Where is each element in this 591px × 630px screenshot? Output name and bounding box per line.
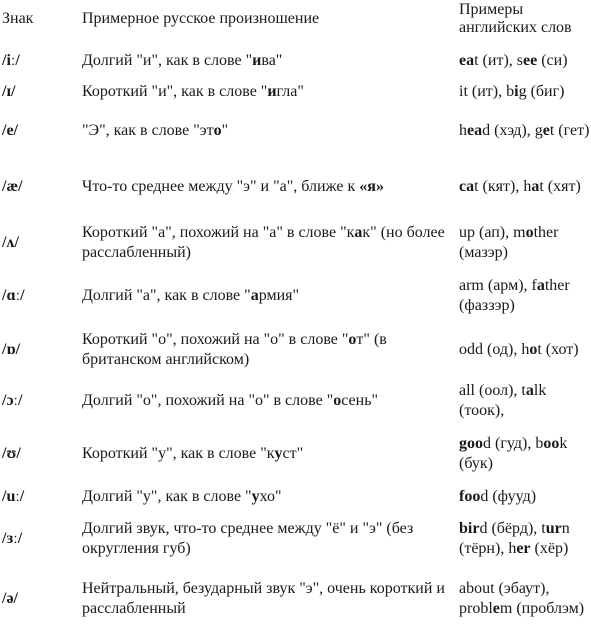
text-fragment: Долгий "у", как в слове " [82, 487, 252, 505]
table-row [0, 270, 591, 322]
bold-fragment: и [267, 83, 277, 100]
pronunciation-text [82, 286, 299, 306]
text-fragment: t (хот) [537, 340, 579, 358]
bold-fragment: а [250, 287, 259, 304]
pronunciation-text [82, 51, 282, 71]
bold-fragment: a [525, 382, 534, 399]
phoneme-symbol-text: /ɜː/ [2, 530, 23, 547]
phoneme-symbol-text: /ʊ/ [2, 445, 21, 462]
phoneme-symbol-text: /ɑː/ [2, 287, 25, 304]
text-fragment: рмия" [258, 287, 300, 304]
pronunciation-text [82, 519, 452, 559]
bold-fragment: goo [459, 435, 483, 452]
bold-fragment: о [213, 122, 222, 139]
table-row [0, 81, 591, 103]
pronunciation-text [82, 177, 384, 197]
table-row [0, 568, 591, 630]
text-fragment: Короткий "у", как в слове "к [82, 445, 275, 462]
phoneme-symbol-text: /ə/ [2, 590, 18, 607]
text-fragment: Короткий "а", похожий на "а" в слове "к [82, 223, 355, 241]
header-examples-text: Примеры английских слов [459, 1, 572, 36]
phoneme-symbol-text: /ɔː/ [2, 392, 23, 409]
table-row [0, 103, 591, 159]
pronunciation-description [82, 215, 452, 270]
bold-fragment: e [542, 122, 550, 139]
example-words [459, 81, 591, 103]
pronunciation-description [82, 40, 452, 81]
text-fragment: d (гуд), b [483, 435, 544, 452]
text-fragment: up (ап), m [459, 223, 526, 241]
bold-fragment: ur [545, 520, 562, 537]
text-fragment: odd (од), h [459, 340, 530, 358]
table-row [0, 377, 591, 425]
text-fragment: сень" [341, 392, 379, 409]
example-words-text [459, 381, 591, 421]
bold-fragment: ea [459, 51, 475, 69]
pronunciation-text [82, 121, 228, 141]
bold-fragment: bir [459, 520, 480, 537]
pronunciation-text [82, 579, 452, 619]
pronunciation-text [82, 487, 282, 507]
pronunciation-description [82, 81, 452, 103]
example-words [459, 377, 591, 425]
bold-fragment: и [252, 51, 262, 69]
text-fragment: it (ит), b [459, 83, 515, 100]
example-words-text [459, 121, 589, 141]
table-row [0, 322, 591, 377]
bold-fragment: ca [459, 178, 475, 195]
text-fragment: " [221, 122, 229, 139]
phoneme-symbol [2, 270, 76, 322]
text-fragment: arm (арм), f [459, 277, 537, 294]
text-fragment: (хёр) [530, 540, 569, 557]
pronunciation-description [82, 568, 452, 630]
table-row [0, 425, 591, 483]
table-header-row [0, 0, 591, 38]
phoneme-symbol [2, 377, 76, 425]
pronunciation-text [82, 223, 452, 263]
bold-fragment: ea [467, 122, 483, 139]
bold-fragment: o [529, 340, 538, 358]
example-words-text [459, 340, 579, 360]
text-fragment: (си) [537, 51, 568, 69]
text-fragment: n (тёрн), h [459, 520, 570, 557]
pronunciation-description [82, 483, 452, 510]
table-row [0, 40, 591, 81]
bold-fragment: у [251, 487, 260, 505]
example-words-text [459, 434, 591, 474]
text-fragment: Что-то среднее между "э" и "а", ближе к [82, 178, 360, 195]
text-fragment: t (гет) [549, 122, 590, 139]
phoneme-symbol [2, 425, 76, 483]
text-fragment: ther (мазэр) [459, 223, 559, 261]
text-fragment: гла" [276, 83, 304, 100]
phoneme-symbol-text: /iː/ [2, 51, 20, 69]
header-pronunciation-text: Примерное русское произношение [82, 10, 320, 27]
example-words [459, 215, 591, 270]
bold-fragment: у [274, 445, 283, 462]
example-words [459, 483, 591, 510]
text-fragment: Долгий "о", похожий на "о" в слове " [82, 392, 334, 409]
phoneme-symbol [2, 510, 76, 568]
phoneme-symbol-text: /uː/ [2, 487, 25, 505]
text-fragment: k (бук) [459, 435, 568, 472]
example-words-text [459, 82, 564, 102]
bold-fragment: а [354, 223, 363, 241]
text-fragment: m (проблэм) [499, 600, 585, 617]
example-words-text [459, 177, 581, 197]
table-row [0, 483, 591, 510]
phoneme-symbol [2, 215, 76, 270]
text-fragment: Нейтральный, безударный звук "э", очень короткий и расслабленный [82, 580, 445, 617]
phoneme-symbol-text: /æ/ [2, 178, 23, 195]
pronunciation-description [82, 322, 452, 377]
header-symbol-text: Знак [2, 10, 34, 27]
text-fragment: d (хэд), g [482, 122, 543, 139]
bold-fragment: i [514, 83, 519, 100]
bold-fragment: о [333, 392, 342, 409]
table-row [0, 215, 591, 270]
bold-fragment: o [525, 223, 534, 241]
bold-fragment: ee [523, 51, 538, 69]
example-words-text [459, 223, 591, 263]
phoneme-symbol-text: /e/ [2, 122, 18, 139]
text-fragment: к" (но более расслабленный) [82, 223, 445, 261]
example-words [459, 40, 591, 81]
example-words-text [459, 276, 591, 316]
pronunciation-text [82, 391, 378, 411]
text-fragment: h [459, 122, 467, 139]
phoneme-symbol [2, 322, 76, 377]
header-symbol [2, 0, 76, 38]
phoneme-symbol-text: /ɒ/ [2, 340, 21, 358]
example-words [459, 103, 591, 159]
text-fragment: ther (фаззэр) [459, 277, 570, 314]
example-words-text [459, 51, 568, 71]
bold-fragment: о [348, 330, 357, 348]
pronunciation-text [82, 330, 452, 370]
text-fragment: t (ит), s [474, 51, 523, 69]
header-examples [459, 0, 591, 38]
phoneme-symbol [2, 40, 76, 81]
text-fragment: Долгий звук, что-то среднее между "ё" и "э" (без округления губ) [82, 520, 414, 557]
phoneme-symbol [2, 103, 76, 159]
pronunciation-description [82, 510, 452, 568]
example-words [459, 510, 591, 568]
phoneme-symbol-text: /ɪ/ [2, 83, 16, 100]
bold-fragment: a [536, 277, 545, 294]
pronunciation-description [82, 103, 452, 159]
phoneme-symbol [2, 483, 76, 510]
example-words-text [459, 579, 591, 619]
text-fragment: Долгий "и", как в слове " [82, 51, 253, 69]
phoneme-symbol [2, 568, 76, 630]
text-fragment: about (эбаут), probl [459, 580, 550, 617]
pronunciation-text [82, 82, 304, 102]
text-fragment: g (биг) [518, 83, 565, 100]
phoneme-symbol [2, 159, 76, 215]
pronunciation-description [82, 425, 452, 483]
header-pronunciation [82, 0, 452, 38]
bold-fragment: oo [543, 435, 560, 452]
phoneme-symbol-text: /ʌ/ [2, 233, 19, 251]
example-words [459, 425, 591, 483]
table-row [0, 510, 591, 568]
text-fragment: lk (тоок), [459, 382, 547, 419]
bold-fragment: a [531, 178, 540, 195]
text-fragment: d (фууд) [480, 487, 537, 505]
table-row [0, 159, 591, 215]
text-fragment: Короткий "о", похожий на "о" в слове " [82, 330, 349, 348]
pronunciation-description [82, 270, 452, 322]
example-words [459, 270, 591, 322]
bold-fragment: e [492, 600, 500, 617]
example-words [459, 568, 591, 630]
text-fragment: all (оол), t [459, 382, 526, 399]
example-words-text [459, 487, 536, 507]
bold-fragment: er [516, 540, 531, 557]
text-fragment: ст" [282, 445, 304, 462]
phoneme-symbol [2, 81, 76, 103]
example-words [459, 159, 591, 215]
text-fragment: т" (в британском английском) [82, 330, 387, 368]
pronunciation-text [82, 444, 303, 464]
text-fragment: хо" [259, 487, 282, 505]
text-fragment: t (хят) [539, 178, 581, 195]
text-fragment: ва" [261, 51, 283, 69]
text-fragment: "Э", как в слове "эт [82, 122, 214, 139]
text-fragment: Короткий "и", как в слове " [82, 83, 268, 100]
text-fragment: d (бёрд), t [479, 520, 546, 537]
text-fragment: Долгий "а", как в слове " [82, 287, 251, 304]
pronunciation-description [82, 377, 452, 425]
text-fragment: t (кят), h [474, 178, 532, 195]
example-words-text [459, 519, 591, 559]
bold-fragment: foo [459, 487, 481, 505]
bold-fragment: «я» [359, 178, 384, 195]
pronunciation-description [82, 159, 452, 215]
example-words [459, 322, 591, 377]
